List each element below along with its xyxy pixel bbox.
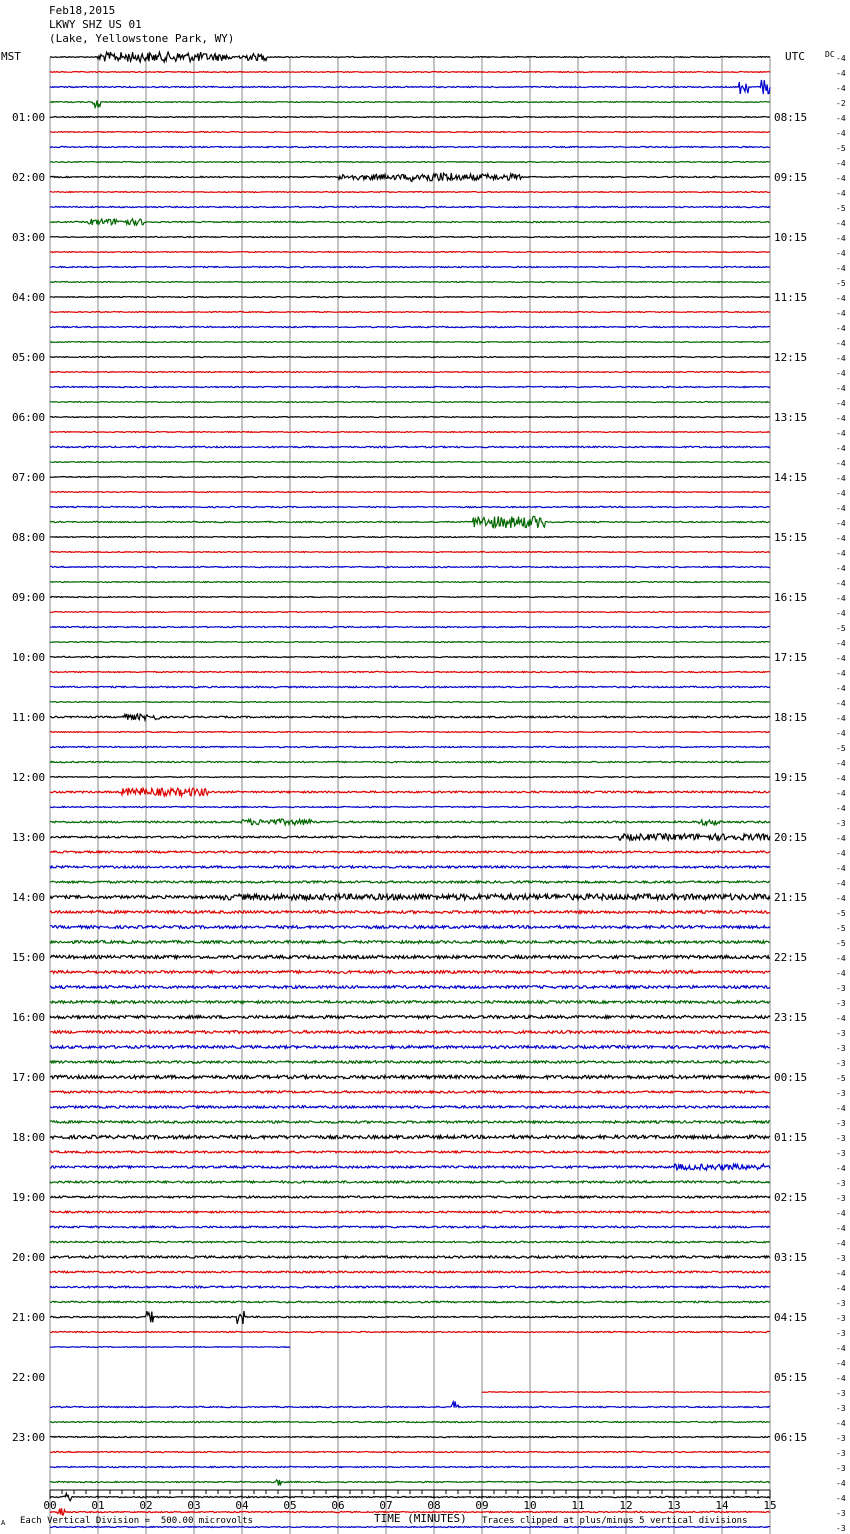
dc-offset-70: -4 — [836, 1104, 846, 1113]
right-hour-label-22: 06:15 — [774, 1431, 808, 1444]
x-tick-label-10: 10 — [523, 1499, 537, 1512]
dc-offset-84: -3 — [836, 1314, 846, 1323]
trace-row-65 — [50, 1031, 770, 1034]
trace-row-13 — [50, 252, 770, 253]
trace-row-56 — [50, 894, 770, 900]
left-hour-label-4: 05:00 — [12, 351, 46, 364]
trace-row-2 — [50, 80, 770, 94]
x-tick-label-4: 04 — [235, 1499, 249, 1512]
trace-row-59 — [50, 941, 770, 944]
dc-offset-63: -3 — [836, 999, 846, 1008]
trace-row-33 — [50, 552, 770, 553]
trace-row-64 — [50, 1016, 770, 1019]
dc-offset-72: -3 — [836, 1134, 846, 1143]
trace-row-34 — [50, 566, 770, 567]
dc-offset-8: -4 — [836, 174, 846, 183]
dc-offset-12: -4 — [836, 234, 846, 243]
trace-row-42 — [50, 686, 770, 687]
dc-offset-36: -4 — [836, 594, 846, 603]
dc-offset-5: -4 — [836, 129, 846, 138]
dc-offset-82: -4 — [836, 1284, 846, 1293]
right-hour-label-17: 01:15 — [774, 1131, 808, 1144]
trace-row-44 — [50, 714, 770, 720]
left-hour-label-16: 17:00 — [12, 1071, 46, 1084]
right-hour-label-18: 02:15 — [774, 1191, 808, 1204]
right-hour-label-4: 12:15 — [774, 351, 808, 364]
trace-row-47 — [50, 761, 770, 762]
dc-offset-58: -5 — [836, 924, 846, 933]
trace-row-55 — [50, 881, 770, 883]
dc-offset-78: -4 — [836, 1224, 846, 1233]
dc-offset-6: -5 — [836, 144, 846, 153]
dc-offset-0: -4 — [836, 54, 846, 63]
trace-row-39 — [50, 642, 770, 643]
x-axis-title: TIME (MINUTES) — [374, 1512, 467, 1525]
right-hour-label-21: 05:15 — [774, 1371, 808, 1384]
dc-offset-26: -4 — [836, 444, 846, 453]
right-hour-label-15: 23:15 — [774, 1011, 808, 1024]
trace-row-91 — [50, 1421, 770, 1422]
trace-row-93 — [50, 1451, 770, 1452]
trace-row-38 — [50, 626, 770, 627]
dc-offset-66: -3 — [836, 1044, 846, 1053]
dc-offset-94: -3 — [836, 1464, 846, 1473]
trace-row-45 — [50, 732, 770, 733]
dc-offset-68: -5 — [836, 1074, 846, 1083]
trace-row-78 — [50, 1226, 770, 1228]
dc-offset-97: -3 — [836, 1509, 846, 1518]
dc-offset-15: -5 — [836, 279, 846, 288]
x-tick-label-2: 02 — [139, 1499, 153, 1512]
trace-row-31 — [50, 516, 770, 528]
trace-row-11 — [50, 219, 770, 225]
trace-row-27 — [50, 462, 770, 463]
dc-offset-87: -4 — [836, 1359, 846, 1368]
trace-row-54 — [50, 866, 770, 868]
trace-row-30 — [50, 506, 770, 507]
right-hour-label-20: 04:15 — [774, 1311, 808, 1324]
left-hour-label-9: 10:00 — [12, 651, 46, 664]
dc-offset-53: -4 — [836, 849, 846, 858]
dc-offset-80: -3 — [836, 1254, 846, 1263]
trace-row-19 — [50, 342, 770, 343]
dc-offset-23: -4 — [836, 399, 846, 408]
dc-offset-42: -4 — [836, 684, 846, 693]
dc-offset-18: -4 — [836, 324, 846, 333]
dc-offset-52: -4 — [836, 834, 846, 843]
dc-offset-75: -3 — [836, 1179, 846, 1188]
dc-offset-45: -4 — [836, 729, 846, 738]
dc-offset-71: -3 — [836, 1119, 846, 1128]
x-tick-label-7: 07 — [379, 1499, 393, 1512]
dc-offset-31: -4 — [836, 519, 846, 528]
trace-row-6 — [50, 146, 770, 147]
trace-row-14 — [50, 266, 770, 267]
dc-offset-1: -4 — [836, 69, 846, 78]
x-tick-label-3: 03 — [187, 1499, 201, 1512]
trace-row-20 — [50, 357, 770, 358]
trace-row-77 — [50, 1211, 770, 1213]
dc-offset-33: -4 — [836, 549, 846, 558]
chart-location: (Lake, Yellowstone Park, WY) — [49, 32, 235, 45]
dc-offset-44: -4 — [836, 714, 846, 723]
trace-row-50 — [50, 806, 770, 807]
trace-row-21 — [50, 372, 770, 373]
clip-note: Traces clipped at plus/minus 5 vertical divisions — [482, 1516, 748, 1526]
dc-offset-40: -4 — [836, 654, 846, 663]
trace-row-92 — [50, 1436, 770, 1437]
dc-offset-62: -3 — [836, 984, 846, 993]
dc-offset-90: -3 — [836, 1404, 846, 1413]
right-hour-label-19: 03:15 — [774, 1251, 808, 1264]
left-hour-label-11: 12:00 — [12, 771, 46, 784]
trace-row-67 — [50, 1061, 770, 1063]
trace-row-72 — [50, 1135, 770, 1138]
dc-offset-76: -3 — [836, 1194, 846, 1203]
dc-offset-38: -5 — [836, 624, 846, 633]
trace-row-49 — [50, 788, 770, 796]
right-hour-label-3: 11:15 — [774, 291, 808, 304]
trace-row-71 — [50, 1121, 770, 1123]
left-hour-label-14: 15:00 — [12, 951, 46, 964]
left-hour-label-12: 13:00 — [12, 831, 46, 844]
trace-row-69 — [50, 1091, 770, 1093]
dc-offset-74: -4 — [836, 1164, 846, 1173]
left-hour-label-17: 18:00 — [12, 1131, 46, 1144]
trace-row-73 — [50, 1151, 770, 1153]
dc-offset-79: -4 — [836, 1239, 846, 1248]
corner-mark: A — [1, 1519, 6, 1527]
trace-row-98 — [50, 1527, 770, 1528]
dc-offset-85: -3 — [836, 1329, 846, 1338]
right-hour-label-0: 08:15 — [774, 111, 808, 124]
left-hour-label-8: 09:00 — [12, 591, 46, 604]
x-tick-label-8: 08 — [427, 1499, 441, 1512]
dc-label: DC — [825, 50, 835, 59]
dc-offset-16: -4 — [836, 294, 846, 303]
left-hour-label-15: 16:00 — [12, 1011, 46, 1024]
dc-offset-69: -3 — [836, 1089, 846, 1098]
x-tick-label-1: 01 — [91, 1499, 105, 1512]
dc-offset-56: -4 — [836, 894, 846, 903]
right-hour-label-9: 17:15 — [774, 651, 808, 664]
right-hour-label-16: 00:15 — [774, 1071, 808, 1084]
trace-row-5 — [50, 132, 770, 133]
left-hour-label-22: 23:00 — [12, 1431, 46, 1444]
trace-row-9 — [50, 192, 770, 193]
dc-offset-98: -3 — [836, 1524, 846, 1533]
trace-row-4 — [50, 117, 770, 118]
dc-offset-43: -4 — [836, 699, 846, 708]
trace-row-12 — [50, 237, 770, 238]
dc-offset-59: -5 — [836, 939, 846, 948]
trace-row-75 — [50, 1181, 770, 1183]
dc-offset-25: -4 — [836, 429, 846, 438]
dc-offset-93: -3 — [836, 1449, 846, 1458]
dc-offset-77: -4 — [836, 1209, 846, 1218]
trace-row-3 — [50, 101, 770, 108]
left-hour-label-13: 14:00 — [12, 891, 46, 904]
dc-offset-22: -4 — [836, 384, 846, 393]
trace-row-26 — [50, 446, 770, 447]
dc-offset-11: -4 — [836, 219, 846, 228]
trace-row-23 — [50, 402, 770, 403]
dc-offset-55: -4 — [836, 879, 846, 888]
dc-offset-92: -3 — [836, 1434, 846, 1443]
dc-offset-95: -4 — [836, 1479, 846, 1488]
trace-row-41 — [50, 671, 770, 672]
dc-offset-88: -4 — [836, 1374, 846, 1383]
right-hour-label-10: 18:15 — [774, 711, 808, 724]
dc-offset-57: -5 — [836, 909, 846, 918]
right-hour-label-7: 15:15 — [774, 531, 808, 544]
dc-offset-17: -4 — [836, 309, 846, 318]
dc-offset-64: -4 — [836, 1014, 846, 1023]
x-tick-label-15: 15 — [763, 1499, 777, 1512]
dc-offset-3: -2 — [836, 99, 846, 108]
left-hour-label-2: 03:00 — [12, 231, 46, 244]
dc-offset-65: -3 — [836, 1029, 846, 1038]
right-hour-label-1: 09:15 — [774, 171, 808, 184]
dc-offset-37: -4 — [836, 609, 846, 618]
dc-offset-96: -4 — [836, 1494, 846, 1503]
right-hour-label-14: 22:15 — [774, 951, 808, 964]
trace-row-84 — [50, 1311, 770, 1324]
trace-row-76 — [50, 1196, 770, 1198]
trace-row-79 — [50, 1241, 770, 1243]
trace-row-22 — [50, 386, 770, 387]
dc-offset-9: -4 — [836, 189, 846, 198]
trace-row-52 — [50, 834, 770, 840]
dc-offset-46: -5 — [836, 744, 846, 753]
dc-offset-19: -4 — [836, 339, 846, 348]
x-tick-label-14: 14 — [715, 1499, 729, 1512]
trace-row-57 — [50, 911, 770, 914]
trace-row-96 — [50, 1493, 770, 1500]
trace-row-7 — [50, 162, 770, 163]
dc-offset-48: -4 — [836, 774, 846, 783]
left-hour-label-1: 02:00 — [12, 171, 46, 184]
dc-offset-86: -4 — [836, 1344, 846, 1353]
left-hour-label-5: 06:00 — [12, 411, 46, 424]
dc-offset-41: -4 — [836, 669, 846, 678]
right-hour-label-5: 13:15 — [774, 411, 808, 424]
trace-row-86 — [50, 1347, 290, 1348]
trace-row-82 — [50, 1286, 770, 1288]
trace-row-61 — [50, 971, 770, 974]
dc-offset-7: -4 — [836, 159, 846, 168]
trace-row-81 — [50, 1271, 770, 1273]
trace-row-35 — [50, 582, 770, 583]
trace-row-66 — [50, 1046, 770, 1049]
trace-row-83 — [50, 1301, 770, 1303]
left-hour-label-19: 20:00 — [12, 1251, 46, 1264]
dc-offset-83: -3 — [836, 1299, 846, 1308]
dc-offset-81: -4 — [836, 1269, 846, 1278]
trace-row-58 — [50, 926, 770, 929]
left-hour-label-6: 07:00 — [12, 471, 46, 484]
dc-offset-47: -4 — [836, 759, 846, 768]
dc-offset-54: -4 — [836, 864, 846, 873]
right-hour-label-12: 20:15 — [774, 831, 808, 844]
x-tick-label-0: 00 — [43, 1499, 57, 1512]
trace-row-68 — [50, 1075, 770, 1078]
trace-row-16 — [50, 297, 770, 298]
right-hour-label-13: 21:15 — [774, 891, 808, 904]
dc-offset-2: -4 — [836, 84, 846, 93]
x-tick-label-12: 12 — [619, 1499, 633, 1512]
trace-row-40 — [50, 656, 770, 657]
trace-row-80 — [50, 1256, 770, 1258]
trace-row-36 — [50, 597, 770, 598]
trace-row-89 — [482, 1392, 770, 1393]
x-tick-label-6: 06 — [331, 1499, 345, 1512]
left-hour-label-3: 04:00 — [12, 291, 46, 304]
left-timezone-label: MST — [1, 50, 21, 63]
dc-offset-21: -4 — [836, 369, 846, 378]
trace-row-29 — [50, 492, 770, 493]
dc-offset-4: -4 — [836, 114, 846, 123]
trace-row-32 — [50, 537, 770, 538]
dc-offset-27: -4 — [836, 459, 846, 468]
dc-offset-89: -3 — [836, 1389, 846, 1398]
dc-offset-30: -4 — [836, 504, 846, 513]
dc-offset-35: -4 — [836, 579, 846, 588]
left-hour-label-0: 01:00 — [12, 111, 46, 124]
dc-offset-60: -4 — [836, 954, 846, 963]
dc-offset-67: -3 — [836, 1059, 846, 1068]
x-tick-label-5: 05 — [283, 1499, 297, 1512]
trace-row-95 — [50, 1480, 770, 1486]
trace-row-1 — [50, 72, 770, 73]
trace-row-25 — [50, 432, 770, 433]
left-hour-label-21: 22:00 — [12, 1371, 46, 1384]
trace-row-51 — [50, 819, 770, 825]
dc-offset-14: -4 — [836, 264, 846, 273]
trace-row-90 — [50, 1401, 770, 1407]
trace-row-17 — [50, 312, 770, 313]
chart-date: Feb18,2015 — [49, 4, 116, 17]
trace-row-8 — [50, 173, 770, 182]
dc-offset-91: -4 — [836, 1419, 846, 1428]
left-hour-label-18: 19:00 — [12, 1191, 46, 1204]
left-hour-label-10: 11:00 — [12, 711, 46, 724]
trace-row-85 — [50, 1331, 770, 1332]
dc-offset-50: -4 — [836, 804, 846, 813]
trace-row-53 — [50, 851, 770, 853]
right-hour-label-2: 10:15 — [774, 231, 808, 244]
scale-note: Each Vertical Division = 500.00 microvolts — [20, 1516, 253, 1526]
dc-offset-20: -4 — [836, 354, 846, 363]
dc-offset-39: -4 — [836, 639, 846, 648]
dc-offset-24: -4 — [836, 414, 846, 423]
right-hour-label-8: 16:15 — [774, 591, 808, 604]
dc-offset-34: -4 — [836, 564, 846, 573]
x-tick-label-11: 11 — [571, 1499, 585, 1512]
trace-row-48 — [50, 777, 770, 778]
trace-row-70 — [50, 1106, 770, 1108]
trace-row-28 — [50, 477, 770, 478]
right-timezone-label: UTC — [785, 50, 805, 63]
x-tick-label-13: 13 — [667, 1499, 681, 1512]
right-hour-label-11: 19:15 — [774, 771, 808, 784]
dc-offset-13: -4 — [836, 249, 846, 258]
trace-row-60 — [50, 955, 770, 958]
x-tick-label-9: 09 — [475, 1499, 489, 1512]
dc-offset-28: -4 — [836, 474, 846, 483]
left-hour-label-20: 21:00 — [12, 1311, 46, 1324]
trace-row-46 — [50, 746, 770, 747]
trace-row-15 — [50, 282, 770, 283]
chart-station: LKWY SHZ US 01 — [49, 18, 142, 31]
dc-offset-51: -3 — [836, 819, 846, 828]
trace-row-24 — [50, 417, 770, 418]
trace-row-37 — [50, 612, 770, 613]
right-hour-label-6: 14:15 — [774, 471, 808, 484]
dc-offset-61: -4 — [836, 969, 846, 978]
trace-row-94 — [50, 1466, 770, 1467]
trace-row-63 — [50, 1001, 770, 1004]
trace-row-74 — [50, 1164, 770, 1170]
dc-offset-73: -3 — [836, 1149, 846, 1158]
trace-row-0 — [50, 52, 770, 62]
dc-offset-10: -5 — [836, 204, 846, 213]
trace-row-18 — [50, 326, 770, 327]
dc-offset-49: -4 — [836, 789, 846, 798]
trace-row-10 — [50, 206, 770, 207]
left-hour-label-7: 08:00 — [12, 531, 46, 544]
trace-row-62 — [50, 986, 770, 989]
trace-row-43 — [50, 702, 770, 703]
dc-offset-29: -4 — [836, 489, 846, 498]
dc-offset-32: -4 — [836, 534, 846, 543]
